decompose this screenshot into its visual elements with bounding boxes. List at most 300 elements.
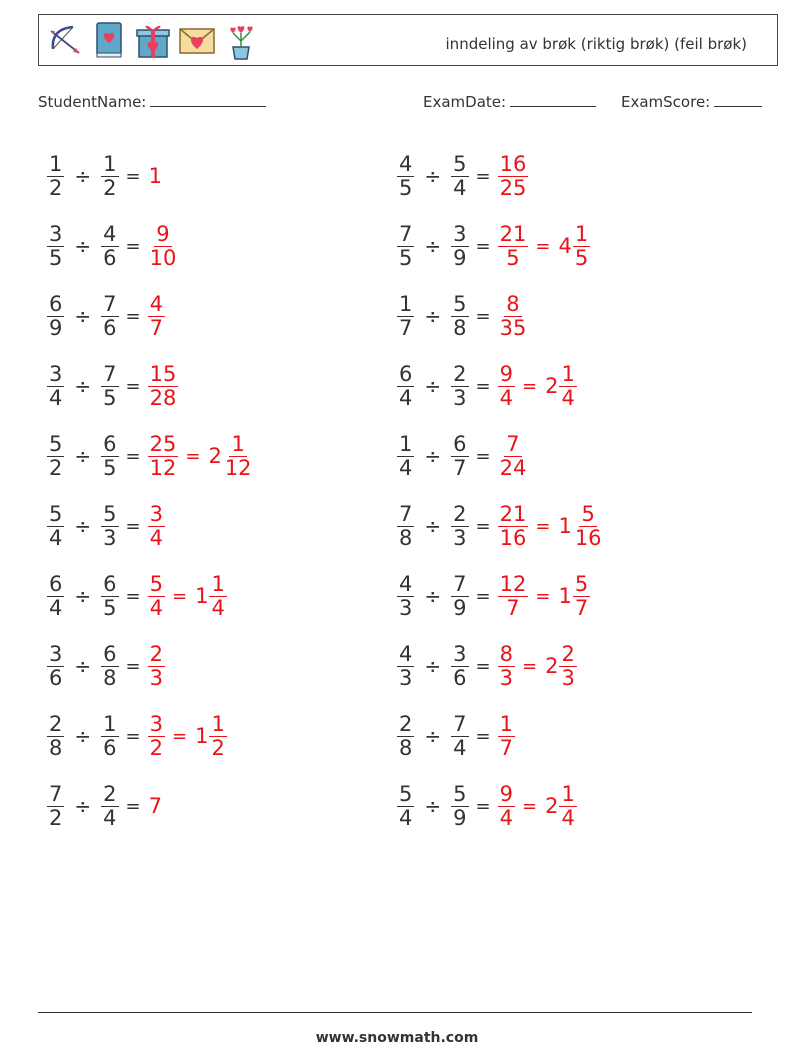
denominator: 2 — [211, 735, 225, 760]
mixed-whole: 1 — [558, 584, 572, 608]
divide-sign: ÷ — [424, 164, 442, 188]
dividend-fraction — [397, 643, 414, 688]
mixed-fraction — [573, 503, 604, 548]
denominator: 7 — [506, 595, 520, 620]
equals-sign: = — [125, 165, 141, 187]
denominator: 5 — [399, 245, 413, 270]
equals-sign: = — [475, 725, 491, 747]
numerator: 6 — [103, 572, 117, 597]
denominator: 2 — [103, 175, 117, 200]
heart-book-icon — [89, 19, 129, 61]
divisor-fraction — [101, 363, 118, 408]
divisor-fraction — [451, 293, 468, 338]
answer-fraction — [498, 573, 529, 618]
denominator: 4 — [453, 735, 467, 760]
numerator: 9 — [499, 782, 513, 807]
numerator: 7 — [506, 432, 520, 457]
denominator: 4 — [561, 805, 575, 830]
mixed-fraction — [573, 223, 590, 268]
numerator: 1 — [49, 152, 63, 177]
divide-sign: ÷ — [424, 584, 442, 608]
dividend-fraction — [47, 153, 64, 198]
answer-equals-sign: = — [185, 445, 201, 467]
answer — [147, 293, 166, 338]
answer-equals-sign: = — [535, 515, 551, 537]
numerator: 3 — [49, 222, 63, 247]
answer-fraction — [498, 433, 529, 478]
denominator: 3 — [499, 665, 513, 690]
numerator: 4 — [103, 222, 117, 247]
answer-equals-sign: = — [171, 725, 188, 747]
numerator: 7 — [49, 782, 63, 807]
answer-equals-sign: = — [171, 585, 188, 607]
dividend-fraction — [47, 713, 64, 758]
numerator: 1 — [103, 712, 117, 737]
heart-gift-icon — [133, 19, 173, 61]
numerator: 6 — [453, 432, 467, 457]
denominator: 4 — [211, 595, 225, 620]
denominator: 9 — [49, 315, 63, 340]
divisor-fraction — [101, 433, 118, 478]
denominator: 2 — [49, 175, 63, 200]
problem-12 — [396, 496, 605, 556]
problem-14 — [396, 566, 591, 626]
denominator: 7 — [453, 455, 467, 480]
divisor-fraction — [451, 783, 468, 828]
numerator: 7 — [103, 292, 117, 317]
dividend-fraction — [397, 153, 414, 198]
dividend-fraction — [47, 223, 64, 268]
answer-fraction — [498, 223, 529, 268]
equals-sign: = — [125, 235, 141, 257]
denominator: 4 — [103, 805, 117, 830]
denominator: 6 — [103, 315, 117, 340]
numerator: 3 — [149, 502, 163, 527]
divide-sign: ÷ — [74, 724, 92, 748]
numerator: 4 — [399, 572, 413, 597]
numerator: 5 — [581, 502, 595, 527]
mixed-fraction — [209, 713, 226, 758]
equals-sign: = — [125, 445, 141, 467]
equals-sign: = — [125, 585, 141, 607]
heart-flower-pot-icon — [221, 19, 261, 61]
denominator: 12 — [149, 455, 177, 480]
problem-5 — [46, 286, 166, 346]
mixed-fraction — [559, 363, 576, 408]
dividend-fraction — [397, 783, 414, 828]
problem-13 — [46, 566, 228, 626]
mixed-fraction — [573, 573, 590, 618]
divide-sign: ÷ — [74, 654, 92, 678]
numerator: 7 — [399, 222, 413, 247]
equals-sign: = — [125, 515, 141, 537]
divide-sign: ÷ — [74, 584, 92, 608]
divisor-fraction — [101, 293, 118, 338]
denominator: 24 — [499, 455, 527, 480]
divide-sign: ÷ — [424, 374, 442, 398]
answer — [147, 164, 162, 188]
numerator: 1 — [211, 572, 225, 597]
numerator: 1 — [561, 362, 575, 387]
denominator: 3 — [453, 525, 467, 550]
denominator: 7 — [149, 315, 163, 340]
answer-equals-sign: = — [521, 795, 538, 817]
mixed-fraction — [559, 643, 576, 688]
problem-11 — [46, 496, 166, 556]
denominator: 9 — [453, 805, 467, 830]
numerator: 7 — [453, 572, 467, 597]
denominator: 3 — [399, 665, 413, 690]
worksheet-header — [38, 14, 778, 66]
numerator: 5 — [453, 292, 467, 317]
divisor-fraction — [451, 643, 468, 688]
divisor-fraction — [451, 503, 468, 548]
equals-sign: = — [125, 795, 141, 817]
numerator: 8 — [499, 642, 513, 667]
answer — [147, 713, 228, 758]
divisor-fraction — [101, 223, 118, 268]
denominator: 12 — [224, 455, 252, 480]
numerator: 2 — [453, 502, 467, 527]
answer — [497, 433, 530, 478]
answer — [497, 503, 605, 548]
mixed-whole: 2 — [545, 794, 559, 818]
denominator: 25 — [499, 175, 527, 200]
denominator: 8 — [103, 665, 117, 690]
problem-17 — [46, 706, 228, 766]
answer-fraction — [148, 293, 165, 338]
answer-fraction — [498, 293, 529, 338]
numerator: 3 — [149, 712, 163, 737]
exam-score-field[interactable] — [621, 92, 762, 111]
answer-fraction — [498, 643, 515, 688]
divisor-fraction — [101, 713, 118, 758]
header-icons — [45, 19, 261, 61]
answer-fraction — [498, 503, 529, 548]
denominator: 8 — [453, 315, 467, 340]
problem-3 — [46, 216, 179, 276]
problem-15 — [46, 636, 166, 696]
numerator: 2 — [561, 642, 575, 667]
divide-sign: ÷ — [74, 794, 92, 818]
answer — [147, 503, 166, 548]
divisor-fraction — [101, 573, 118, 618]
numerator: 2 — [399, 712, 413, 737]
divisor-fraction — [101, 643, 118, 688]
numerator: 3 — [49, 362, 63, 387]
divisor-fraction — [101, 153, 118, 198]
answer — [147, 433, 255, 478]
divide-sign: ÷ — [424, 724, 442, 748]
denominator: 2 — [49, 805, 63, 830]
numerator: 4 — [399, 152, 413, 177]
denominator: 4 — [499, 805, 513, 830]
equals-sign: = — [475, 655, 491, 677]
divide-sign: ÷ — [74, 234, 92, 258]
numerator: 7 — [103, 362, 117, 387]
divide-sign: ÷ — [424, 794, 442, 818]
mixed-whole: 1 — [195, 724, 209, 748]
divisor-fraction — [451, 153, 468, 198]
numerator: 5 — [49, 502, 63, 527]
answer — [497, 713, 516, 758]
denominator: 5 — [574, 245, 589, 270]
denominator: 7 — [574, 595, 589, 620]
answer — [497, 783, 578, 828]
equals-sign: = — [475, 375, 491, 397]
problem-7 — [46, 356, 179, 416]
exam-date-field[interactable] — [423, 92, 596, 111]
equals-sign: = — [125, 305, 141, 327]
mixed-whole: 2 — [208, 444, 222, 468]
denominator: 7 — [499, 735, 513, 760]
numerator: 6 — [103, 642, 117, 667]
numerator: 7 — [399, 502, 413, 527]
problem-4 — [396, 216, 591, 276]
divisor-fraction — [451, 713, 468, 758]
divide-sign: ÷ — [74, 374, 92, 398]
numerator: 1 — [231, 432, 245, 457]
divisor-fraction — [451, 573, 468, 618]
denominator: 4 — [399, 385, 413, 410]
exam-score-blank[interactable] — [714, 92, 762, 107]
denominator: 5 — [49, 245, 63, 270]
denominator: 4 — [399, 805, 413, 830]
denominator: 3 — [103, 525, 117, 550]
answer-fraction — [498, 153, 529, 198]
numerator: 9 — [499, 362, 513, 387]
denominator: 8 — [399, 525, 413, 550]
denominator: 2 — [149, 735, 163, 760]
dividend-fraction — [47, 783, 64, 828]
numerator: 15 — [149, 362, 177, 387]
divisor-fraction — [451, 433, 468, 478]
footer-divider — [38, 1012, 752, 1013]
numerator: 25 — [149, 432, 177, 457]
problem-9 — [46, 426, 255, 486]
numerator: 2 — [453, 362, 467, 387]
divide-sign: ÷ — [74, 444, 92, 468]
divide-sign: ÷ — [424, 654, 442, 678]
numerator: 4 — [399, 642, 413, 667]
numerator: 1 — [499, 712, 513, 737]
denominator: 5 — [103, 385, 117, 410]
denominator: 5 — [103, 455, 117, 480]
worksheet-title: inndeling av brøk (riktig brøk) (feil brøk) — [445, 35, 747, 53]
numerator: 6 — [49, 292, 63, 317]
divide-sign: ÷ — [74, 164, 92, 188]
numerator: 12 — [499, 572, 527, 597]
equals-sign: = — [125, 655, 141, 677]
divisor-fraction — [451, 223, 468, 268]
denominator: 6 — [103, 245, 117, 270]
divide-sign: ÷ — [424, 514, 442, 538]
numerator: 5 — [453, 782, 467, 807]
denominator: 3 — [399, 595, 413, 620]
divide-sign: ÷ — [74, 304, 92, 328]
numerator: 2 — [103, 782, 117, 807]
denominator: 4 — [399, 455, 413, 480]
dividend-fraction — [47, 363, 64, 408]
equals-sign: = — [475, 445, 491, 467]
dividend-fraction — [47, 433, 64, 478]
numerator: 5 — [103, 502, 117, 527]
problem-20 — [396, 776, 578, 836]
divide-sign: ÷ — [424, 444, 442, 468]
dividend-fraction — [47, 503, 64, 548]
mixed-fraction — [223, 433, 254, 478]
dividend-fraction — [397, 223, 414, 268]
denominator: 8 — [49, 735, 63, 760]
mixed-fraction — [209, 573, 226, 618]
denominator: 6 — [103, 735, 117, 760]
denominator: 5 — [506, 245, 520, 270]
denominator: 4 — [49, 525, 63, 550]
answer-fraction — [498, 713, 515, 758]
equals-sign: = — [475, 235, 491, 257]
answer — [147, 363, 180, 408]
answer-fraction — [148, 433, 179, 478]
answer-fraction — [148, 223, 179, 268]
dividend-fraction — [397, 433, 414, 478]
dividend-fraction — [397, 363, 414, 408]
divisor-fraction — [451, 363, 468, 408]
denominator: 28 — [149, 385, 177, 410]
mixed-whole: 1 — [195, 584, 209, 608]
denominator: 16 — [574, 525, 602, 550]
divisor-fraction — [101, 503, 118, 548]
numerator: 7 — [453, 712, 467, 737]
footer-site: www.snowmath.com — [315, 1030, 479, 1046]
denominator: 2 — [49, 455, 63, 480]
dividend-fraction — [47, 573, 64, 618]
numerator: 1 — [211, 712, 225, 737]
bow-and-arrow-icon — [45, 19, 85, 61]
student-name-label: StudentName: — [38, 93, 147, 111]
numerator: 2 — [49, 712, 63, 737]
answer-fraction — [148, 573, 165, 618]
divide-sign: ÷ — [74, 514, 92, 538]
denominator: 8 — [399, 735, 413, 760]
answer-fraction — [148, 363, 179, 408]
dividend-fraction — [47, 293, 64, 338]
problem-16 — [396, 636, 578, 696]
denominator: 4 — [49, 595, 63, 620]
numerator: 1 — [574, 222, 589, 247]
numerator: 8 — [506, 292, 520, 317]
numerator: 4 — [149, 292, 163, 317]
numerator: 3 — [453, 642, 467, 667]
equals-sign: = — [475, 795, 491, 817]
numerator: 5 — [49, 432, 63, 457]
divide-sign: ÷ — [424, 304, 442, 328]
denominator: 10 — [149, 245, 177, 270]
denominator: 6 — [49, 665, 63, 690]
answer — [147, 223, 180, 268]
dividend-fraction — [397, 713, 414, 758]
denominator: 4 — [499, 385, 513, 410]
love-letter-icon — [177, 19, 217, 61]
numerator: 5 — [149, 572, 163, 597]
answer — [147, 643, 166, 688]
answer — [497, 153, 530, 198]
student-name-blank[interactable] — [150, 92, 266, 107]
exam-score-label: ExamScore: — [621, 93, 711, 111]
denominator: 4 — [453, 175, 467, 200]
problem-2 — [396, 146, 529, 206]
numerator: 1 — [399, 432, 413, 457]
numerator: 21 — [499, 502, 527, 527]
answer-fraction — [498, 363, 515, 408]
divide-sign: ÷ — [424, 234, 442, 258]
answer — [497, 363, 578, 408]
denominator: 7 — [399, 315, 413, 340]
numerator: 6 — [103, 432, 117, 457]
answer-equals-sign: = — [535, 235, 551, 257]
denominator: 5 — [103, 595, 117, 620]
numerator: 21 — [499, 222, 527, 247]
mixed-whole: 2 — [545, 374, 559, 398]
dividend-fraction — [397, 293, 414, 338]
student-name-field[interactable] — [38, 92, 266, 111]
denominator: 4 — [49, 385, 63, 410]
problem-8 — [396, 356, 578, 416]
denominator: 4 — [149, 525, 163, 550]
denominator: 6 — [453, 665, 467, 690]
denominator: 3 — [453, 385, 467, 410]
denominator: 4 — [149, 595, 163, 620]
answer — [497, 293, 530, 338]
divisor-fraction — [101, 783, 118, 828]
answer-fraction — [498, 783, 515, 828]
numerator: 6 — [49, 572, 63, 597]
numerator: 2 — [149, 642, 163, 667]
equals-sign: = — [475, 305, 491, 327]
equals-sign: = — [475, 515, 491, 537]
problem-6 — [396, 286, 529, 346]
equals-sign: = — [475, 165, 491, 187]
exam-date-blank[interactable] — [510, 92, 596, 107]
problem-10 — [396, 426, 529, 486]
numerator: 1 — [561, 782, 575, 807]
problem-1 — [46, 146, 162, 206]
denominator: 9 — [453, 245, 467, 270]
equals-sign: = — [475, 585, 491, 607]
problem-19 — [46, 776, 162, 836]
answer — [497, 223, 592, 268]
answer-equals-sign: = — [535, 585, 551, 607]
numerator: 9 — [156, 222, 170, 247]
numerator: 16 — [499, 152, 527, 177]
mixed-whole: 1 — [558, 514, 572, 538]
answer — [147, 794, 162, 818]
answer — [497, 643, 578, 688]
mixed-fraction — [559, 783, 576, 828]
numerator: 5 — [574, 572, 589, 597]
equals-sign: = — [125, 375, 141, 397]
mixed-whole: 2 — [545, 654, 559, 678]
numerator: 5 — [453, 152, 467, 177]
answer-equals-sign: = — [521, 655, 538, 677]
problem-18 — [396, 706, 516, 766]
dividend-fraction — [397, 573, 414, 618]
numerator: 3 — [49, 642, 63, 667]
answer — [497, 573, 592, 618]
numerator: 5 — [399, 782, 413, 807]
denominator: 5 — [399, 175, 413, 200]
answer-whole: 1 — [148, 164, 162, 188]
denominator: 16 — [499, 525, 527, 550]
